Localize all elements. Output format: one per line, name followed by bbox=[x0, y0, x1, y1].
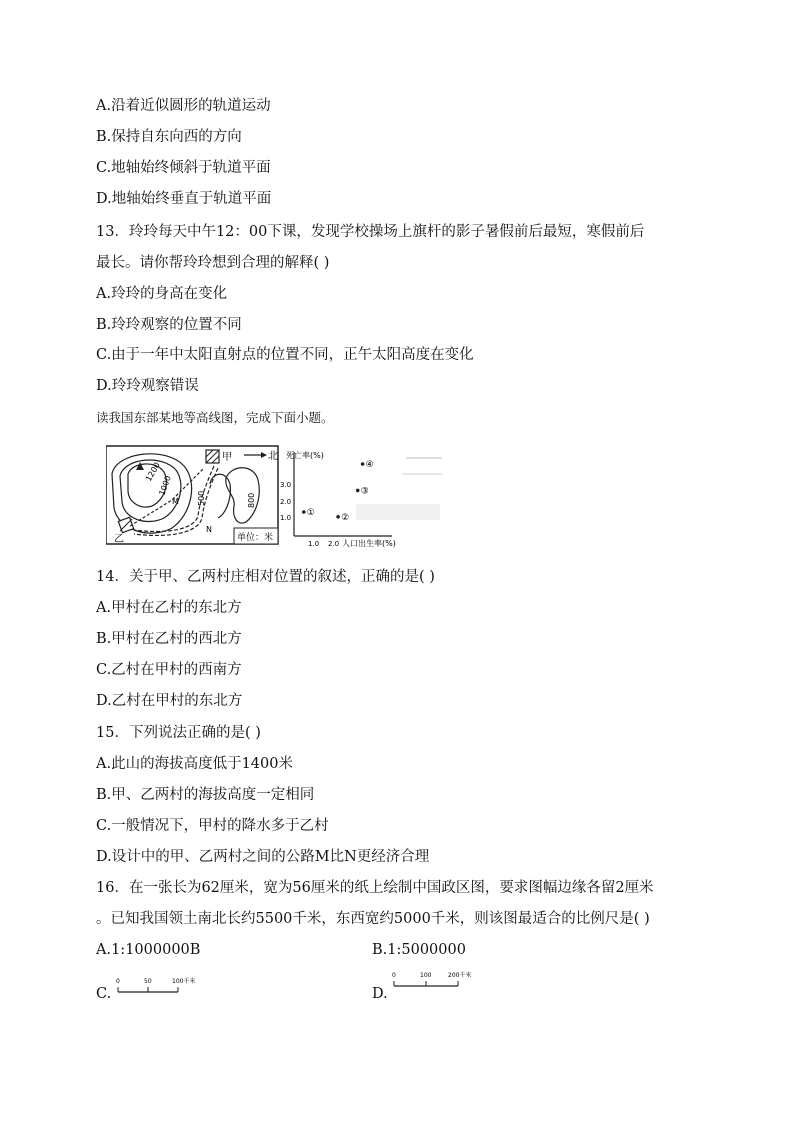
q14-stem: 14．关于甲、乙两村庄相对位置的叙述，正确的是( ) bbox=[96, 569, 435, 585]
q16-option-a: A.1:1000000B bbox=[96, 942, 201, 958]
x-tick-2: 2.0 bbox=[328, 540, 340, 548]
scatter-point-1 bbox=[302, 510, 306, 514]
unit-label: 单位：米 bbox=[237, 533, 274, 543]
scatter-point-label-2: ② bbox=[341, 512, 350, 523]
scale-d-tick-100: 100 bbox=[420, 972, 432, 979]
village-a-label: 甲 bbox=[222, 452, 232, 463]
y-tick-1: 1.0 bbox=[280, 514, 292, 522]
q15-option-d: D.设计中的甲、乙两村之间的公路M比N更经济合理 bbox=[96, 849, 430, 865]
q13-option-c: C.由于一年中太阳直射点的位置不同，正午太阳高度在变化 bbox=[96, 347, 474, 363]
scale-c-tick-100: 100千米 bbox=[172, 978, 196, 985]
scale-bar-c bbox=[116, 974, 206, 998]
q12-option-c: C.地轴始终倾斜于轨道平面 bbox=[96, 160, 271, 176]
q13-option-d: D.玲玲观察错误 bbox=[96, 378, 199, 394]
scale-d-tick-200: 200千米 bbox=[448, 972, 472, 979]
q14-option-c: C.乙村在甲村的西南方 bbox=[96, 662, 242, 678]
scatter-chart bbox=[280, 450, 396, 548]
q14-option-b: B.甲村在乙村的西北方 bbox=[96, 631, 242, 647]
scatter-point-label-4: ④ bbox=[365, 460, 374, 470]
q15-stem: 15．下列说法正确的是( ) bbox=[96, 725, 261, 741]
q16-stem-line1: 16．在一张长为62厘米，宽为56厘米的纸上绘制中国政区图，要求图幅边缘各留2厘米 bbox=[96, 880, 654, 896]
contour-label-1200: 1200 bbox=[143, 460, 162, 483]
y-tick-2: 2.0 bbox=[280, 498, 292, 506]
figure bbox=[106, 444, 446, 548]
q15-option-a: A.此山的海拔高度低于1400米 bbox=[96, 756, 293, 772]
north-label: 北 bbox=[268, 451, 278, 462]
figure-svg bbox=[106, 444, 446, 548]
y-tick-3: 3.0 bbox=[280, 481, 292, 489]
q14-option-d: D.乙村在甲村的东北方 bbox=[96, 693, 243, 709]
scale-bar-d bbox=[392, 968, 482, 992]
scale-d-tick-0: 0 bbox=[392, 972, 396, 979]
scatter-point-2 bbox=[336, 515, 340, 519]
reading-intro: 读我国东部某地等高线图，完成下面小题。 bbox=[96, 410, 334, 425]
contour-label-1000: 1000 bbox=[157, 474, 173, 497]
q12-option-b: B.保持自东向西的方向 bbox=[96, 129, 242, 145]
q13-option-b: B.玲玲观察的位置不同 bbox=[96, 317, 242, 333]
scatter-point-3 bbox=[356, 489, 360, 493]
q12-option-d: D.地轴始终垂直于轨道平面 bbox=[96, 191, 272, 207]
q16-option-c: C. bbox=[96, 986, 112, 1002]
scale-c-tick-50: 50 bbox=[144, 978, 152, 985]
q15-option-b: B.甲、乙两村的海拔高度一定相同 bbox=[96, 787, 315, 803]
road-m-label: M bbox=[172, 497, 179, 506]
village-b-label: 乙 bbox=[114, 534, 124, 545]
q14-option-a: A.甲村在乙村的东北方 bbox=[96, 600, 242, 616]
q13-option-a: A.玲玲的身高在变化 bbox=[96, 286, 228, 302]
q16-option-d: D. bbox=[372, 986, 388, 1002]
north-arrow-head bbox=[261, 452, 267, 458]
contour-label-500: 500 bbox=[197, 490, 206, 506]
scatter-point-label-3: ③ bbox=[360, 486, 369, 497]
contour-label-800: 800 bbox=[247, 492, 256, 508]
q13-stem-line1: 13．玲玲每天中午12：00下课，发现学校操场上旗杆的影子暑假前后最短，寒假前后 bbox=[96, 224, 645, 240]
x-axis-label: 人口出生率(%) bbox=[342, 539, 396, 548]
y-axis-label: 死亡率(%) bbox=[286, 451, 324, 460]
q12-option-a: A.沿着近似圆形的轨道运动 bbox=[96, 98, 271, 114]
q15-option-c: C.一般情况下，甲村的降水多于乙村 bbox=[96, 818, 329, 834]
q16-option-b: B.1:5000000 bbox=[372, 942, 466, 958]
road-n-label: N bbox=[206, 525, 212, 534]
scale-c-tick-0: 0 bbox=[116, 978, 120, 985]
faint-mark-3 bbox=[356, 504, 440, 520]
scatter-point-label-1: ① bbox=[306, 508, 315, 518]
scatter-point-4 bbox=[361, 462, 365, 466]
q13-stem-line2: 最长。请你帮玲玲想到合理的解释( ) bbox=[96, 255, 330, 271]
x-tick-1: 1.0 bbox=[308, 540, 320, 548]
q16-stem-line2: 。已知我国领土南北长约5500千米，东西宽约5000千米，则该图最适合的比例尺是( ) bbox=[96, 911, 650, 927]
